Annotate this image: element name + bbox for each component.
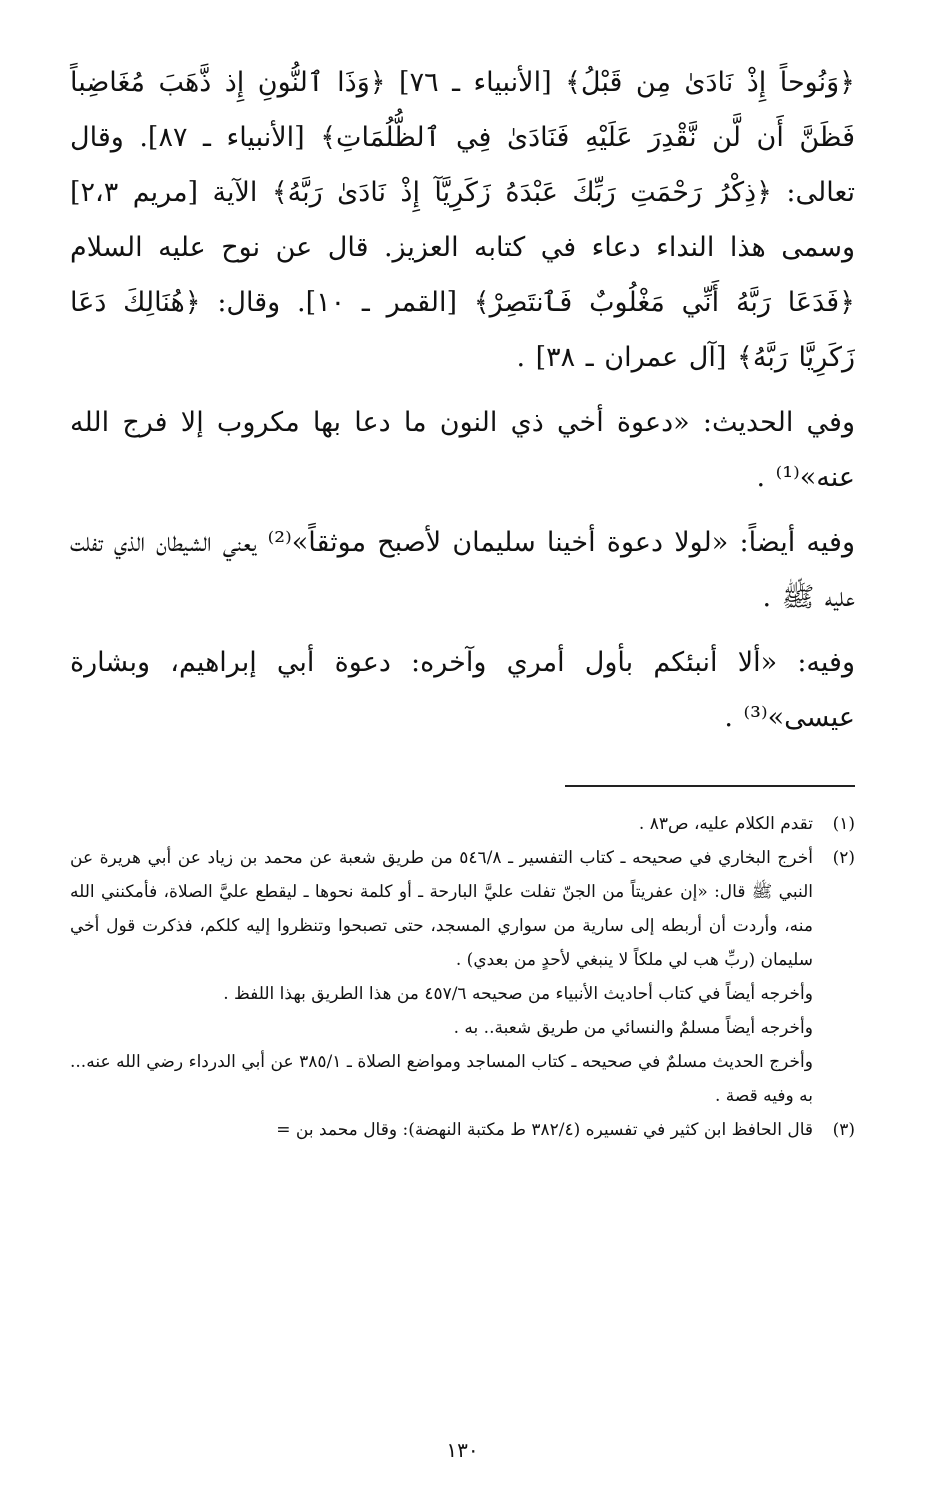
main-text (70, 55, 855, 745)
paragraph-hadith-ibrahim: وفيه: «ألا أنبئكم بأول أمري وآخره: دعوة أبي إبراهيم، وبشارة عيسى»⁽³⁾ . (70, 647, 855, 733)
paragraph-quran-verses: ﴿وَنُوحاً إِذْ نَادَىٰ مِن قَبْلُ﴾ [الأنبياء ـ ٧٦] ﴿وَذَا ٱلنُّونِ إِذ ذَّهَبَ مُغَاضِباً فَظَنَّ أَن لَّن نَّقْدِرَ عَلَيْهِ فَنَادَىٰ فِي ٱلظُّلُمَاتِ﴾ [الأنبياء ـ ٨٧]. وقال تعالى: ﴿ذِكْرُ رَحْمَتِ رَبِّكَ عَبْدَهُ زَكَرِيَّآ إِذْ نَادَىٰ رَبَّهُ﴾ الآية [مريم ٢،٣] وسمى هذا النداء دعاء في كتابه العزيز. قال عن نوح عليه السلام ﴿فَدَعَا رَبَّهُ أَنِّي مَغْلُوبٌ فَٱنتَصِرْ﴾ [القمر ـ ١٠]. وقال: ﴿هُنَالِكَ دَعَا زَكَرِيَّا رَبَّهُ﴾ [آل عمران ـ ٣٨] . (70, 67, 855, 373)
footnotes (70, 807, 855, 1147)
footnote-separator (565, 785, 855, 787)
footnote-1 (70, 807, 855, 841)
footnote-number: (٣) (832, 1120, 855, 1140)
book-page (70, 55, 855, 1465)
footnote-number: (١) (832, 814, 855, 834)
footnote-line: وأخرجه أيضاً مسلمٌ والنسائي من طريق شعبة.. به . (453, 1018, 813, 1038)
footnote-line: تقدم الكلام عليه، ص٨٣ . (638, 814, 813, 834)
paragraph-hadith-sulayman: وفيه أيضاً: «لولا دعوة أخينا سليمان لأصبح موثقاً»⁽²⁾ يعني الشيطان الذي تفلت عليه ﷺ . (70, 527, 855, 613)
footnote-line: وأخرج الحديث مسلمٌ في صحيحه ـ كتاب المساجد ومواضع الصلاة ـ ٣٨٥/١ عن أبي الدرداء رضي الله عنه... به وفيه قصة . (70, 1052, 813, 1106)
footnote-body (70, 807, 813, 841)
footnote-line: قال الحافظ ابن كثير في تفسيره (٣٨٢/٤ ط مكتبة النهضة): وقال محمد بن = (276, 1120, 813, 1140)
footnote-line: أخرج البخاري في صحيحه ـ كتاب التفسير ـ ٥٤٦/٨ من طريق شعبة عن محمد بن زياد عن أبي هريرة عن النبي ﷺ قال: «إن عفريتاً من الجنّ تفلت عليَّ البارحة ـ أو كلمة نحوها ـ ليقطع عليَّ الصلاة، فأمكنني الله منه، وأردت أن أربطه إلى سارية من سواري المسجد، حتى تصبحوا وتنظروا إليه كلكم، فذكرت قول أخي سليمان (ربِّ هب لي ملكاً لا ينبغي لأحدٍ من بعدي) . (70, 848, 813, 970)
footnote-3 (70, 1113, 855, 1147)
footnote-2 (70, 841, 855, 1113)
footnote-body (70, 1113, 813, 1147)
footnote-number: (٢) (832, 848, 855, 868)
page-number: ١٣٠ (446, 1438, 479, 1462)
footnote-body (70, 841, 813, 1113)
paragraph-hadith-dhun-nun: وفي الحديث: «دعوة أخي ذي النون ما دعا بها مكروب إلا فرج الله عنه»⁽¹⁾ . (70, 407, 855, 493)
footnote-line: وأخرجه أيضاً في كتاب أحاديث الأنبياء من صحيحه ٤٥٧/٦ من هذا الطريق بهذا اللفظ . (223, 984, 813, 1004)
